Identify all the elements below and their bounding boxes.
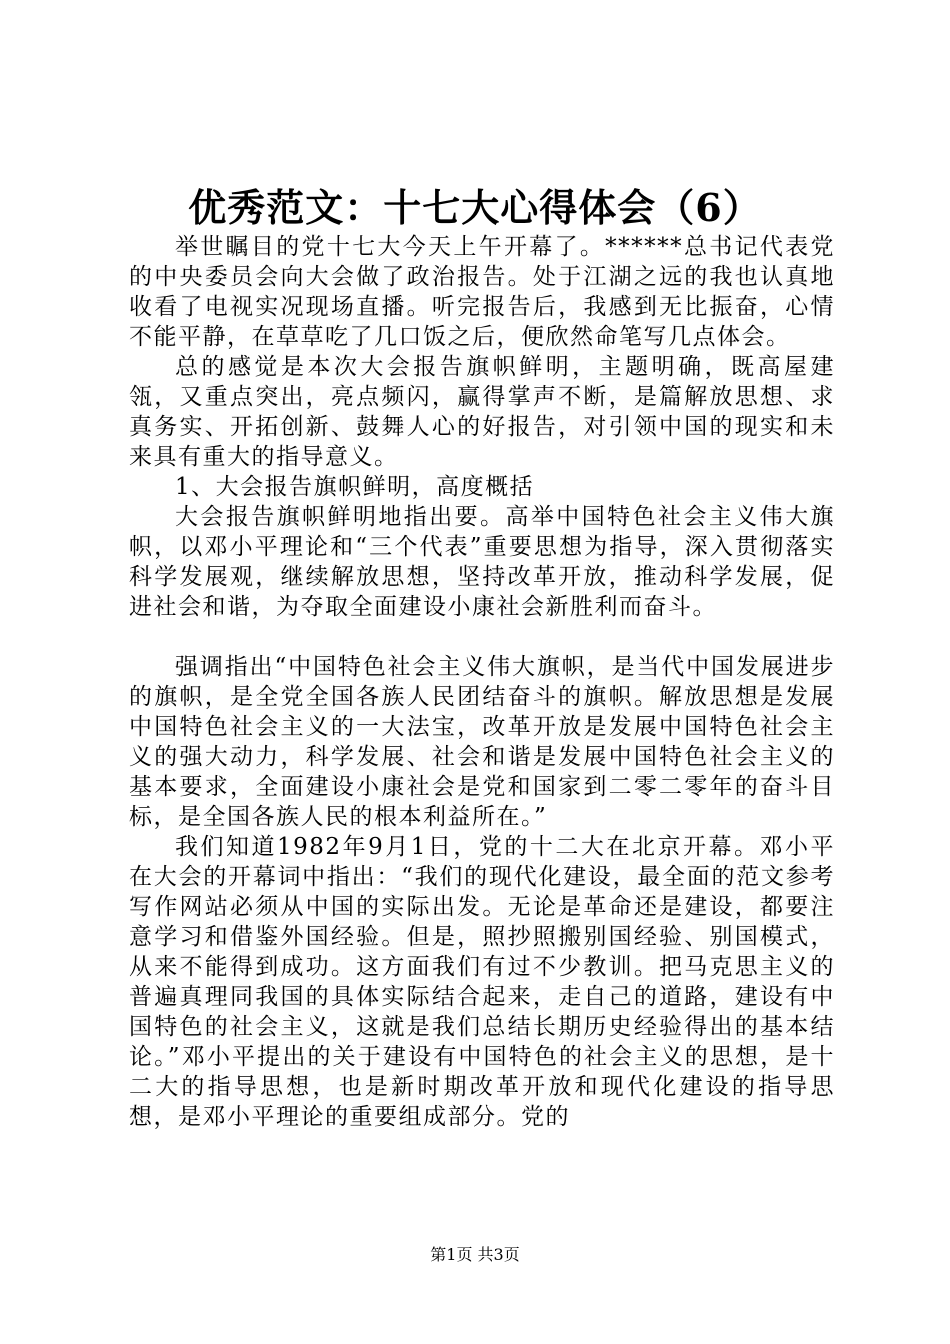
- document-body: [129, 232, 835, 1132]
- section-heading-1: 1、大会报告旗帜鲜明，高度概括: [175, 474, 535, 500]
- page-footer: 第1页 共3页: [430, 1245, 520, 1264]
- paragraph-emphasis: 强调指出“中国特色社会主义伟大旗帜，是当代中国发展进步的旗帜，是全党全国各族人民团结奋斗的旗帜。解放思想是发展中国特色社会主义的一大法宝，改革开放是发展中国特色社会主义的强大动力，科学发展、社会和谐是发展中国特色社会主义的基本要求，全面建设小康社会是党和国家到二零二零年的奋斗目标，是全国各族人民的根本利益所在。”: [129, 654, 835, 830]
- paragraph-overall-impression: 总的感觉是本次大会报告旗帜鲜明，主题明确，既高屋建瓴，又重点突出，亮点频闪，赢得掌声不断，是篇解放思想、求真务实、开拓创新、鼓舞人心的好报告，对引领中国的现实和未来具有重大的指导意义。: [129, 354, 835, 470]
- paragraph-intro: 举世瞩目的党十七大今天上午开幕了。******总书记代表党的中央委员会向大会做了政治报告。处于江湖之远的我也认真地收看了电视实况现场直播。听完报告后，我感到无比振奋，心情不能平静，在草草吃了几口饭之后，便欣然命笔写几点体会。: [129, 234, 835, 350]
- paragraph-history: 我们知道1982年9月1日，党的十二大在北京开幕。邓小平在大会的开幕词中指出：“我们的现代化建设，最全面的范文参考写作网站必须从中国的实际出发。无论是革命还是建设，都要注意学习和借鉴外国经验。但是，照抄照搬别国经验、别国模式，从来不能得到成功。这方面我们有过不少教训。把马克思主义的普遍真理同我国的具体实际结合起来，走自己的道路，建设有中国特色的社会主义，这就是我们总结长期历史经验得出的基本结论。”邓小平提出的关于建设有中国特色的社会主义的思想，是十二大的指导思想，也是新时期改革开放和现代化建设的指导思想，是邓小平理论的重要组成部分。党的: [129, 834, 835, 1130]
- paragraph-banner: 大会报告旗帜鲜明地指出要。高举中国特色社会主义伟大旗帜，以邓小平理论和“三个代表”重要思想为指导，深入贯彻落实科学发展观，继续解放思想，坚持改革开放，推动科学发展，促进社会和谐，为夺取全面建设小康社会新胜利而奋斗。: [129, 504, 835, 620]
- document-title: 优秀范文：十七大心得体会（6）: [188, 185, 762, 230]
